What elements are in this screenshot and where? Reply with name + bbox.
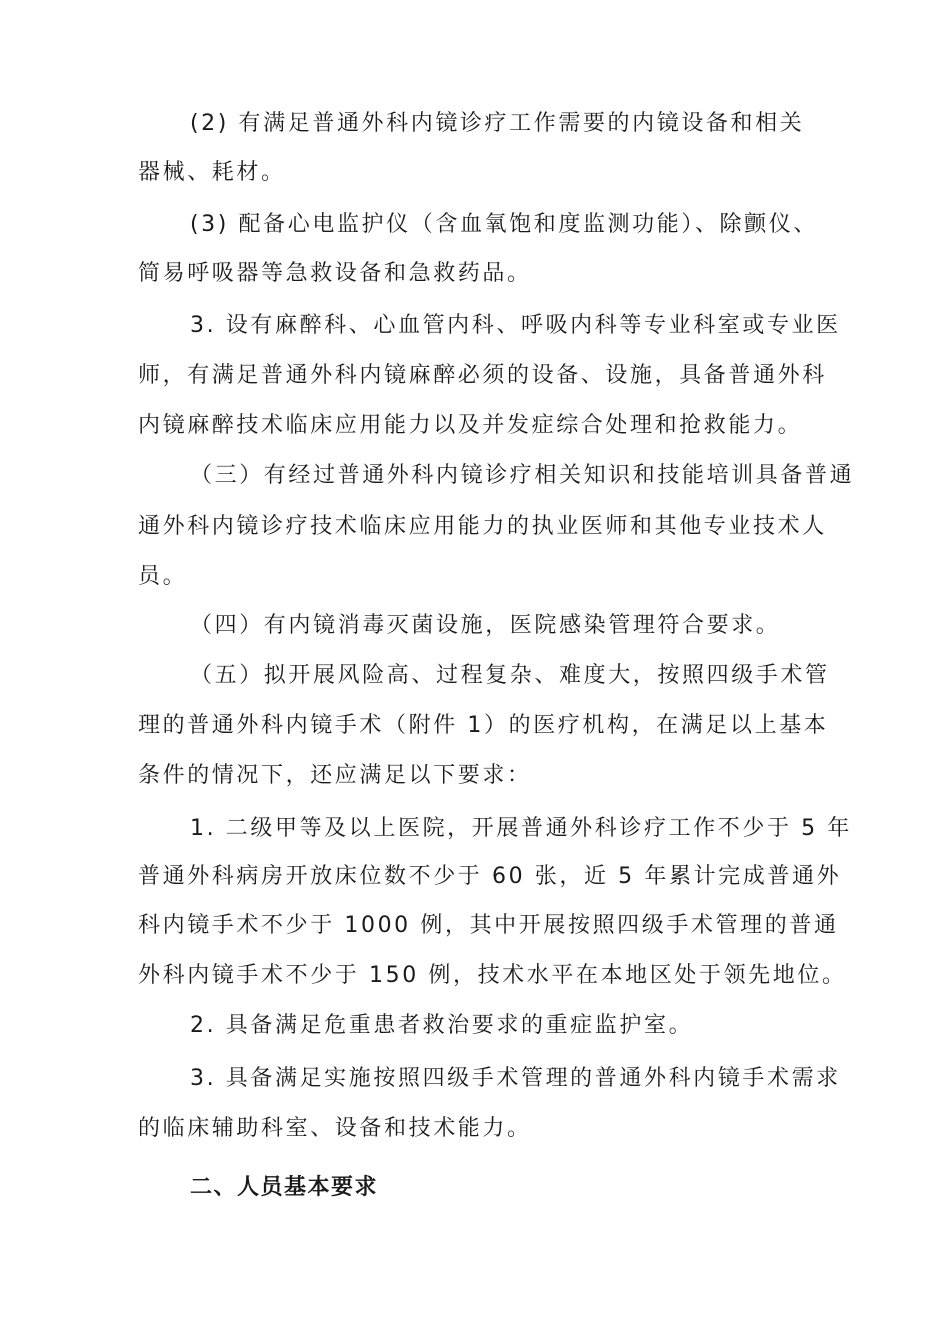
paragraph-line: 3. 具备满足实施按照四级手术管理的普通外科内镜手术需求 [190, 1066, 841, 1091]
paragraph-line: 科内镜手术不少于 1000 例，其中开展按照四级手术管理的普通 [138, 913, 839, 938]
paragraph-line: (3) 配备心电监护仪（含血氧饱和度监测功能）、除颤仪、 [190, 212, 818, 237]
section-heading: 二、人员基本要求 [190, 1175, 379, 1200]
paragraph-line: 内镜麻醉技术临床应用能力以及并发症综合处理和抢救能力。 [138, 413, 803, 438]
paragraph-line: 1. 二级甲等及以上医院，开展普通外科诊疗工作不少于 5 年 [190, 816, 852, 841]
paragraph-line: 的临床辅助科室、设备和技术能力。 [138, 1116, 532, 1141]
paragraph-line: 理的普通外科内镜手术（附件 1）的医疗机构，在满足以上基本 [138, 713, 829, 738]
paragraph-line: 3. 设有麻醉科、心血管内科、呼吸内科等专业科室或专业医 [190, 313, 841, 338]
paragraph-line: （五）拟开展风险高、过程复杂、难度大，按照四级手术管 [190, 663, 830, 688]
paragraph-line: (2) 有满足普通外科内镜诊疗工作需要的内镜设备和相关 [190, 111, 805, 136]
paragraph-line: 简易呼吸器等急救设备和急救药品。 [138, 261, 532, 286]
paragraph-line: 2. 具备满足危重患者救治要求的重症监护室。 [190, 1013, 694, 1038]
paragraph-line: （四）有内镜消毒灭菌设施，医院感染管理符合要求。 [190, 613, 781, 638]
paragraph-line: 外科内镜手术不少于 150 例，技术水平在本地区处于领先地位。 [138, 963, 847, 988]
paragraph-line: 器械、耗材。 [138, 160, 286, 185]
paragraph-line: 师，有满足普通外科内镜麻醉必须的设备、设施，具备普通外科 [138, 363, 827, 388]
paragraph-line: （三）有经过普通外科内镜诊疗相关知识和技能培训具备普通 [190, 463, 855, 488]
paragraph-line: 员。 [138, 564, 188, 589]
paragraph-line: 普通外科病房开放床位数不少于 60 张，近 5 年累计完成普通外 [138, 864, 842, 889]
paragraph-line: 条件的情况下，还应满足以下要求： [138, 763, 532, 788]
paragraph-line: 通外科内镜诊疗技术临床应用能力的执业医师和其他专业技术人 [138, 514, 827, 539]
